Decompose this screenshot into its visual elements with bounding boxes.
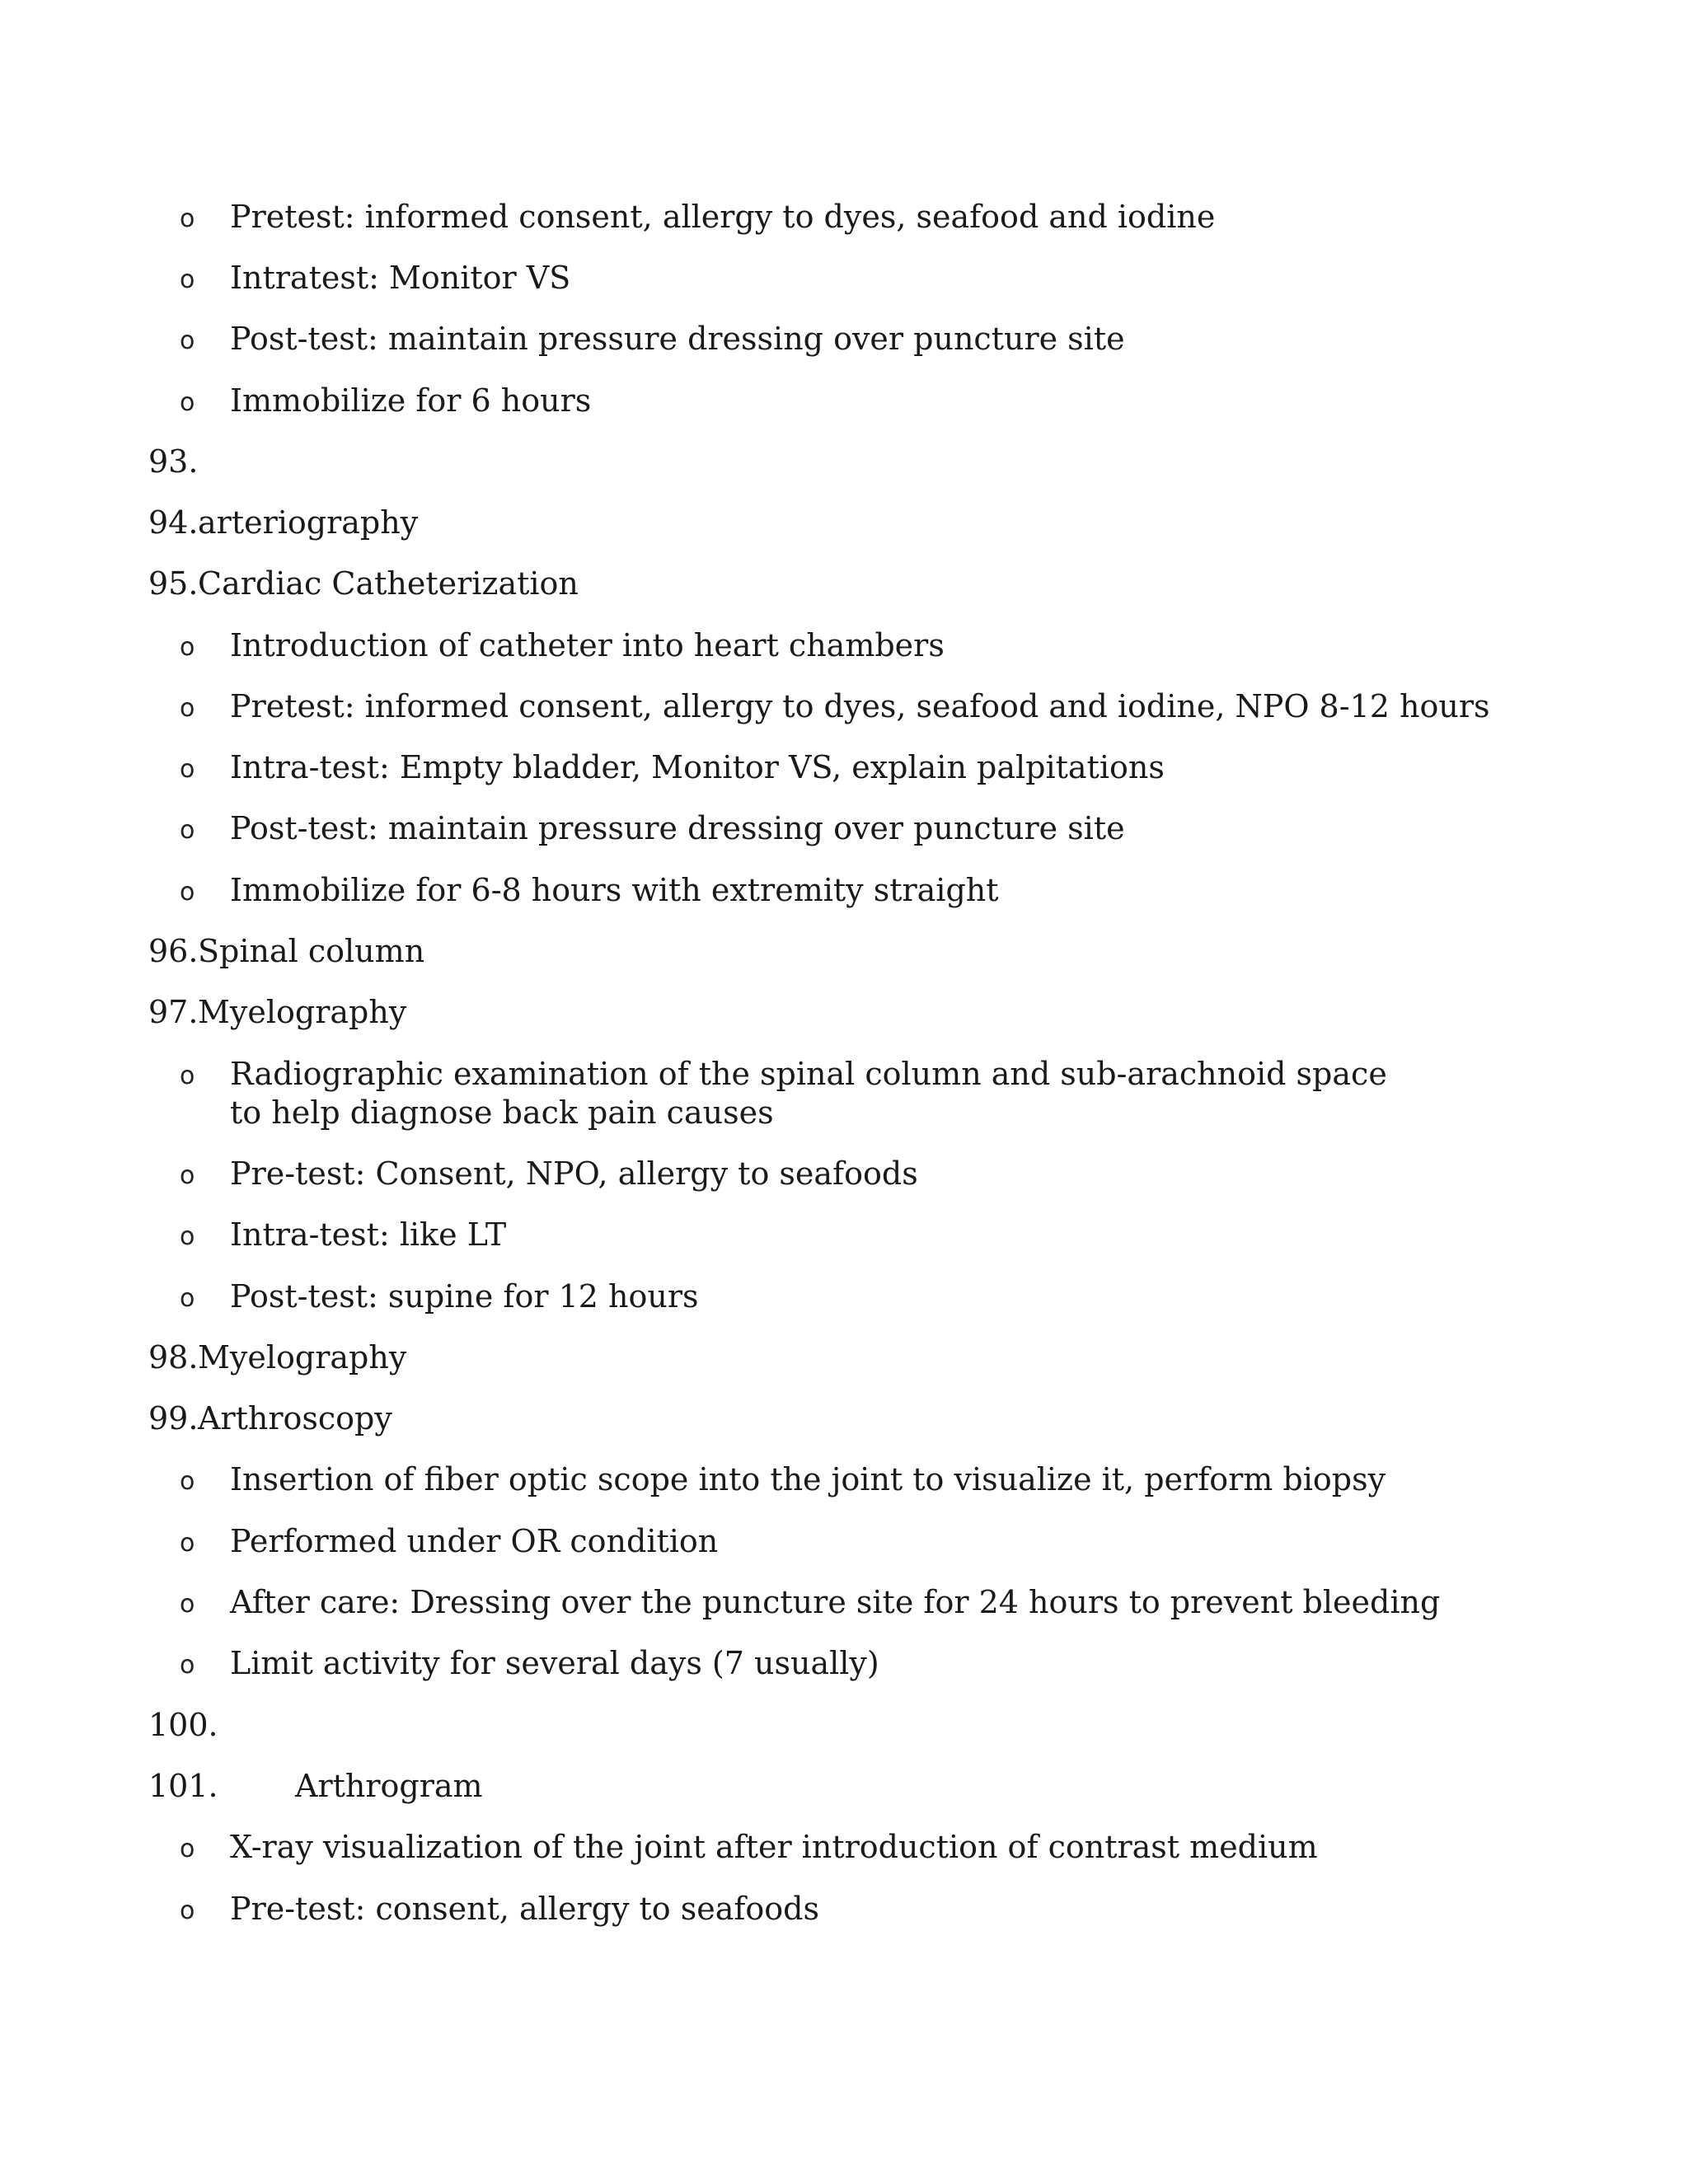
bullet-text: Pretest: informed consent, allergy to dyes, seafood and iodine xyxy=(230,199,1216,235)
bullet-icon: o xyxy=(180,1835,195,1863)
bullet-icon: o xyxy=(180,1467,195,1496)
bullet-icon: o xyxy=(180,1284,195,1313)
bullet-icon: o xyxy=(180,1896,195,1925)
bullet-text: Introduction of catheter into heart chambers xyxy=(230,627,945,663)
item-number: 93. xyxy=(148,443,199,480)
item-text: Myelography xyxy=(198,1339,407,1376)
bullet-icon: o xyxy=(180,1062,195,1090)
bullet-text: After care: Dressing over the puncture site for 24 hours to prevent bleeding xyxy=(230,1584,1441,1620)
bullet-text: X-ray visualization of the joint after introduction of contrast medium xyxy=(230,1829,1318,1865)
bullet-text: Performed under OR condition xyxy=(230,1523,719,1559)
bullet-icon: o xyxy=(180,1529,195,1558)
bullet-text: Immobilize for 6-8 hours with extremity straight xyxy=(230,872,999,908)
bullet-icon: o xyxy=(180,755,195,784)
item-number: 97. xyxy=(148,994,199,1030)
item-number: 99. xyxy=(148,1400,199,1436)
bullet-text: Radiographic examination of the spinal column and sub-arachnoid space to help diagnose back pain causes xyxy=(230,1056,1387,1131)
item-text: Spinal column xyxy=(198,933,425,969)
bullet-text: Pre-test: Consent, NPO, allergy to seafoods xyxy=(230,1155,918,1192)
item-text: Arthroscopy xyxy=(198,1400,392,1436)
bullet-icon: o xyxy=(180,326,195,355)
item-number: 101. xyxy=(148,1768,218,1804)
bullet-icon: o xyxy=(180,1651,195,1680)
bullet-text: Post-test: maintain pressure dressing over puncture site xyxy=(230,810,1125,846)
bullet-icon: o xyxy=(180,1222,195,1251)
bullet-text: Intratest: Monitor VS xyxy=(230,260,571,296)
bullet-icon: o xyxy=(180,1161,195,1190)
bullet-text: Immobilize for 6 hours xyxy=(230,382,592,419)
item-number: 100. xyxy=(148,1707,218,1743)
bullet-icon: o xyxy=(180,1590,195,1619)
item-text: arteriography xyxy=(198,504,419,541)
bullet-icon: o xyxy=(180,204,195,233)
bullet-icon: o xyxy=(180,265,195,294)
bullet-text: Insertion of fiber optic scope into the joint to visualize it, perform biopsy xyxy=(230,1461,1386,1497)
bullet-text: Intra-test: Empty bladder, Monitor VS, explain palpitations xyxy=(230,749,1165,785)
bullet-text: Post-test: supine for 12 hours xyxy=(230,1278,699,1315)
bullet-text: Limit activity for several days (7 usually) xyxy=(230,1645,879,1681)
item-number: 98. xyxy=(148,1339,199,1376)
bullet-icon: o xyxy=(180,878,195,907)
bullet-text: Post-test: maintain pressure dressing over puncture site xyxy=(230,321,1125,357)
bullet-text: Pre-test: consent, allergy to seafoods xyxy=(230,1891,820,1927)
bullet-text: Intra-test: like LT xyxy=(230,1216,507,1253)
item-text: Arthrogram xyxy=(295,1768,483,1804)
item-text: Myelography xyxy=(198,994,407,1030)
bullet-icon: o xyxy=(180,633,195,662)
item-number: 94. xyxy=(148,504,199,541)
bullet-icon: o xyxy=(180,388,195,417)
item-number: 96. xyxy=(148,933,199,969)
bullet-text: Pretest: informed consent, allergy to dyes, seafood and iodine, NPO 8-12 hours xyxy=(230,688,1490,724)
bullet-icon: o xyxy=(180,816,195,845)
item-text: Cardiac Catheterization xyxy=(198,565,579,602)
bullet-icon: o xyxy=(180,694,195,723)
item-number: 95. xyxy=(148,565,199,602)
